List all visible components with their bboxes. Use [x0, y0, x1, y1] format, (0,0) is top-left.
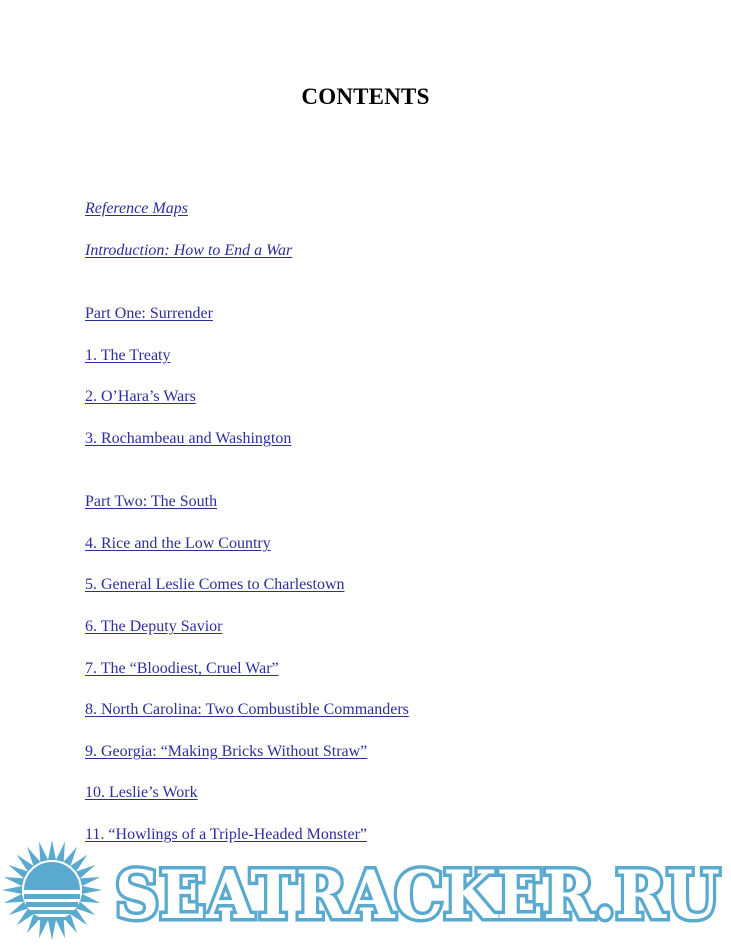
page-title: CONTENTS — [301, 84, 430, 109]
toc-link-reference-maps[interactable]: Reference Maps — [85, 200, 188, 217]
toc-link-chapter-10[interactable]: 10. Leslie’s Work — [85, 784, 198, 801]
toc-link-chapter-1[interactable]: 1. The Treaty — [85, 347, 171, 364]
watermark-graphic — [0, 838, 731, 946]
toc-link-introduction[interactable]: Introduction: How to End a War — [85, 242, 293, 259]
toc-link-chapter-3[interactable]: 3. Rochambeau and Washington — [85, 430, 292, 447]
toc-link-chapter-7[interactable]: 7. The “Bloodiest, Cruel War” — [85, 660, 279, 677]
sun-icon — [2, 840, 102, 940]
watermark-text: SEATRACKER.RU — [115, 856, 720, 934]
toc-link-chapter-11[interactable]: 11. “Howlings of a Triple-Headed Monster” — [85, 826, 368, 843]
watermark — [0, 838, 731, 946]
toc-link-chapter-4[interactable]: 4. Rice and the Low Country — [85, 535, 271, 552]
toc-link-part-two[interactable]: Part Two: The South — [85, 493, 218, 510]
toc-link-chapter-6[interactable]: 6. The Deputy Savior — [85, 618, 223, 635]
toc-link-chapter-8[interactable]: 8. North Carolina: Two Combustible Commanders — [85, 701, 409, 718]
toc-link-chapter-2[interactable]: 2. O’Hara’s Wars — [85, 388, 196, 405]
toc-link-chapter-5[interactable]: 5. General Leslie Comes to Charlestown — [85, 576, 345, 593]
toc-link-chapter-9[interactable]: 9. Georgia: “Making Bricks Without Straw” — [85, 743, 368, 760]
toc-link-part-one[interactable]: Part One: Surrender — [85, 305, 213, 322]
